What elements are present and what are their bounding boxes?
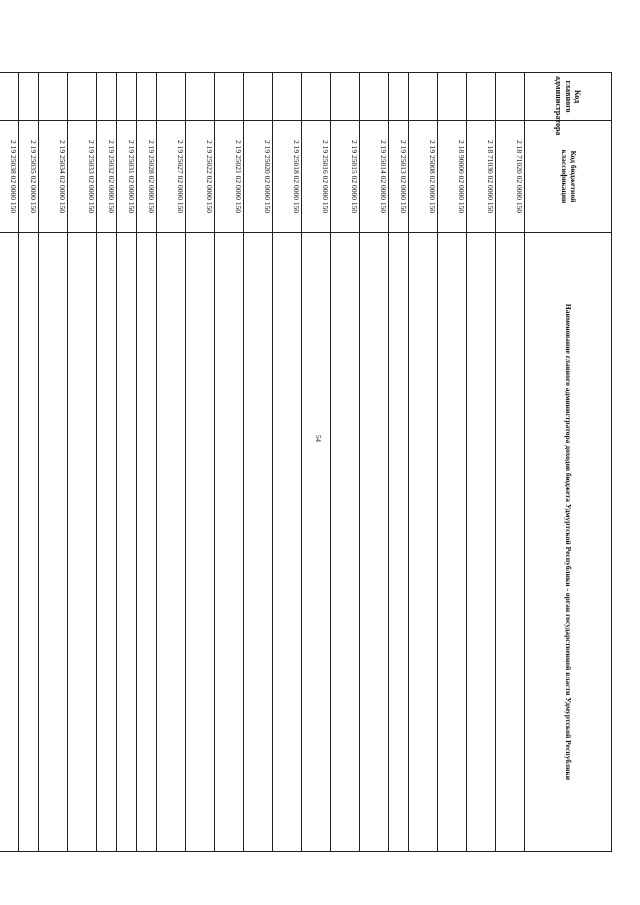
description-cell: [0, 233, 19, 852]
table-row: [19, 73, 39, 852]
table-row: [389, 73, 409, 852]
admin-code-cell: [467, 73, 496, 121]
description-cell: [157, 233, 186, 852]
table-row: [467, 73, 496, 852]
table-row: [186, 73, 215, 852]
description-cell: [19, 233, 39, 852]
budget-code-cell: 2 19 25035 02 0000 150: [19, 121, 39, 233]
budget-code-cell: 2 19 25033 02 0000 150: [68, 121, 97, 233]
table-row: [360, 73, 389, 852]
budget-code-cell: 2 19 25038 02 0000 150: [0, 121, 19, 233]
table-row: [496, 73, 525, 852]
table-row: [117, 73, 137, 852]
admin-code-cell: [186, 73, 215, 121]
budget-code-cell: 2 19 25034 02 0000 150: [39, 121, 68, 233]
admin-code-cell: [117, 73, 137, 121]
admin-code-cell: [157, 73, 186, 121]
budget-code-cell: 2 19 25008 02 0000 150: [409, 121, 438, 233]
budget-code-cell: 2 19 25032 02 0000 150: [97, 121, 117, 233]
budget-code-cell: 2 19 25018 02 0000 150: [273, 121, 302, 233]
header-budget-code: Код бюджетной классификации: [525, 121, 612, 233]
budget-code-cell: 2 19 25020 02 0000 150: [244, 121, 273, 233]
description-cell: [331, 233, 360, 852]
description-cell: [273, 233, 302, 852]
description-cell: [360, 233, 389, 852]
admin-code-cell: [389, 73, 409, 121]
description-cell: [186, 233, 215, 852]
table-row: [68, 73, 97, 852]
table-row: [409, 73, 438, 852]
admin-code-cell: [68, 73, 97, 121]
description-cell: [68, 233, 97, 852]
admin-code-cell: [0, 73, 19, 121]
description-cell: [97, 233, 117, 852]
table-row: [331, 73, 360, 852]
table-body: [0, 73, 525, 852]
admin-code-cell: [215, 73, 244, 121]
table-row: [97, 73, 117, 852]
description-cell: [467, 233, 496, 852]
header-admin-code: Код главного администратора: [525, 73, 612, 121]
table-row: [157, 73, 186, 852]
admin-code-cell: [302, 73, 331, 121]
admin-code-cell: [39, 73, 68, 121]
admin-code-cell: [19, 73, 39, 121]
budget-code-cell: 2 19 25015 02 0000 150: [331, 121, 360, 233]
budget-code-cell: 2 19 25014 02 0000 150: [360, 121, 389, 233]
table-row: [0, 73, 19, 852]
description-cell: [137, 233, 157, 852]
table-row: [215, 73, 244, 852]
admin-code-cell: [137, 73, 157, 121]
description-cell: [244, 233, 273, 852]
table-header-row: [525, 73, 612, 852]
description-cell: [496, 233, 525, 852]
table-row: [438, 73, 467, 852]
admin-code-cell: [496, 73, 525, 121]
admin-code-cell: [331, 73, 360, 121]
budget-code-cell: 2 19 25021 02 0000 150: [215, 121, 244, 233]
header-admin-name: Наименование главного администратора доходов бюджета Удмуртской Республики - орган государственной власти Удмуртской Республики: [525, 233, 612, 852]
description-cell: [39, 233, 68, 852]
budget-code-cell: 2 19 25016 02 0000 150: [302, 121, 331, 233]
rotated-table-container: [9, 72, 612, 852]
revenue-admin-table: [0, 72, 612, 852]
description-cell: [302, 233, 331, 852]
table-row: [273, 73, 302, 852]
table-row: [302, 73, 331, 852]
budget-code-cell: 2 19 25027 02 0000 150: [157, 121, 186, 233]
page-number: 54: [314, 435, 322, 442]
budget-code-cell: 2 19 25028 02 0000 150: [137, 121, 157, 233]
admin-code-cell: [273, 73, 302, 121]
budget-code-cell: 2 19 25022 02 0000 150: [186, 121, 215, 233]
admin-code-cell: [360, 73, 389, 121]
description-cell: [215, 233, 244, 852]
description-cell: [438, 233, 467, 852]
budget-code-cell: 2 18 90000 02 0000 150: [438, 121, 467, 233]
budget-code-cell: 2 19 25013 02 0000 150: [389, 121, 409, 233]
description-cell: [389, 233, 409, 852]
budget-code-cell: 2 18 71030 02 0000 150: [467, 121, 496, 233]
admin-code-cell: [438, 73, 467, 121]
description-cell: [117, 233, 137, 852]
description-cell: [409, 233, 438, 852]
table-row: [39, 73, 68, 852]
admin-code-cell: [97, 73, 117, 121]
budget-code-cell: 2 18 71020 02 0000 150: [496, 121, 525, 233]
admin-code-cell: [409, 73, 438, 121]
table-row: [137, 73, 157, 852]
table-row: [244, 73, 273, 852]
budget-code-cell: 2 19 25031 02 0000 150: [117, 121, 137, 233]
admin-code-cell: [244, 73, 273, 121]
